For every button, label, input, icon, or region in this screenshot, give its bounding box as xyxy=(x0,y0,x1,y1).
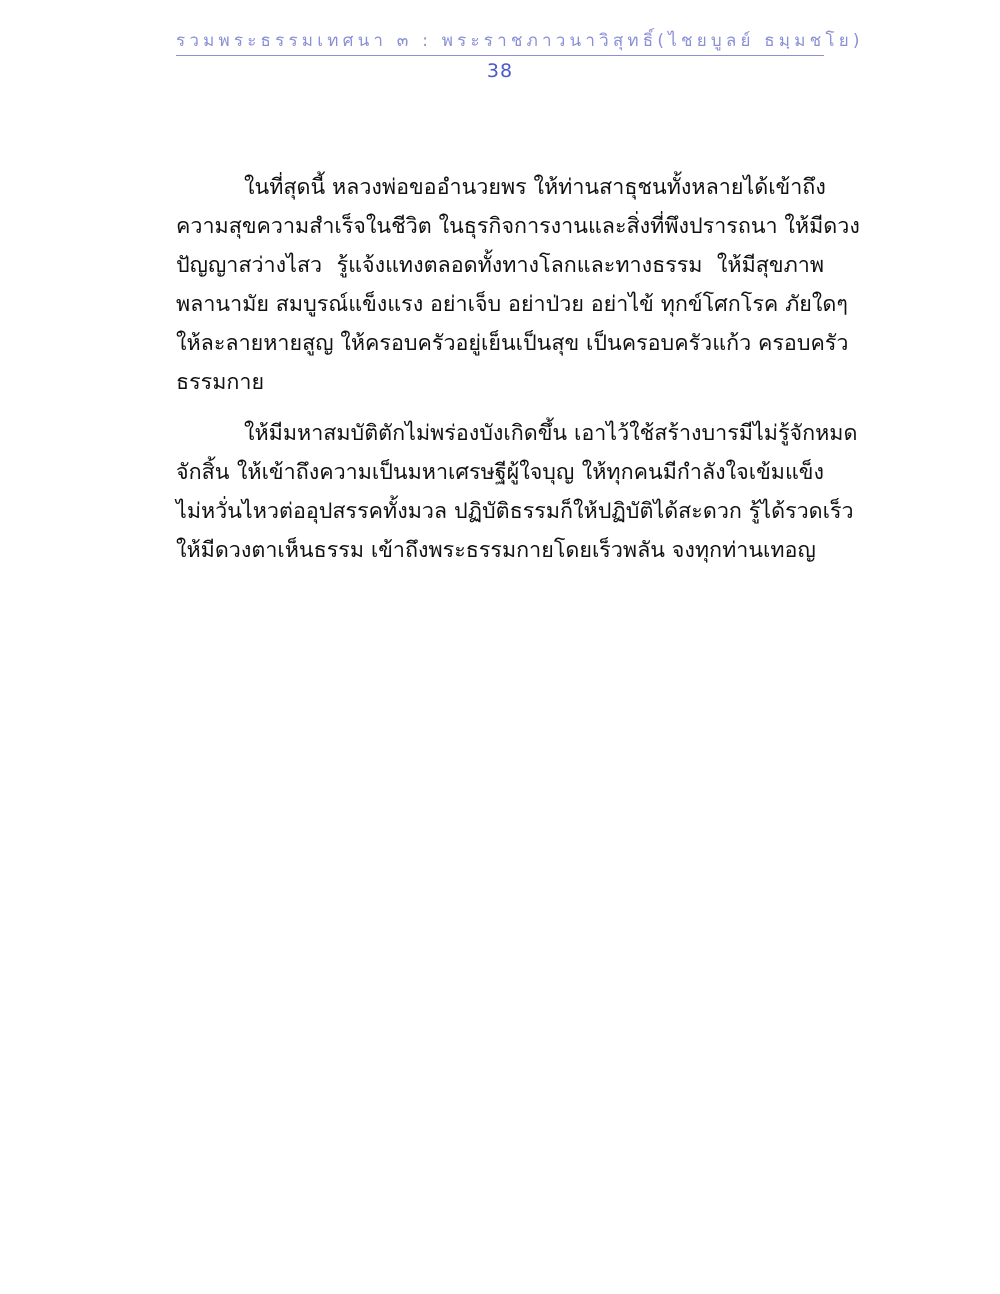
paragraph-line: ในที่สุดนี้ หลวงพ่อขออำนวยพร ให้ท่านสาธุชนทั้งหลายได้เข้าถึง xyxy=(244,175,826,200)
paragraph-line: ให้มีดวงตาเห็นธรรม เข้าถึงพระธรรมกายโดยเร็วพลัน จงทุกท่านเทอญ xyxy=(176,538,816,563)
page-number: 38 xyxy=(486,60,514,82)
paragraph-line: ไม่หวั่นไหวต่ออุปสรรคทั้งมวล ปฏิบัติธรรมก็ให้ปฏิบัติได้สะดวก รู้ได้รวดเร็ว xyxy=(176,499,854,524)
paragraph-2 xyxy=(176,414,858,570)
paragraph-line: ธรรมกาย xyxy=(176,370,265,395)
header-rule xyxy=(176,55,824,56)
paragraph-line: พลานามัย สมบูรณ์แข็งแรง อย่าเจ็บ อย่าป่วย อย่าไข้ ทุกข์โศกโรค ภัยใดๆ xyxy=(176,292,848,317)
paragraph-1 xyxy=(176,168,860,402)
running-header: รวมพระธรรมเทศนา ๓ : พระราชภาวนาวิสุทธิ์(ไชยบูลย์ ธมฺมชโย) xyxy=(176,31,864,51)
paragraph-line: ปัญญาสว่างไสว รู้แจ้งแทงตลอดทั้งทางโลกและทางธรรม ให้มีสุขภาพ xyxy=(176,253,824,278)
body-text xyxy=(176,168,860,582)
paragraph-line: ความสุขความสำเร็จในชีวิต ในธุรกิจการงานและสิ่งที่พึงปรารถนา ให้มีดวง xyxy=(176,214,860,239)
paragraph-line: ให้ละลายหายสูญ ให้ครอบครัวอยู่เย็นเป็นสุข เป็นครอบครัวแก้ว ครอบครัว xyxy=(176,331,849,356)
paragraph-line: จักสิ้น ให้เข้าถึงความเป็นมหาเศรษฐีผู้ใจบุญ ให้ทุกคนมีกำลังใจเข้มแข็ง xyxy=(176,460,824,485)
paragraph-line: ให้มีมหาสมบัติตักไม่พร่องบังเกิดขึ้น เอาไว้ใช้สร้างบารมีไม่รู้จักหมด xyxy=(244,421,858,446)
